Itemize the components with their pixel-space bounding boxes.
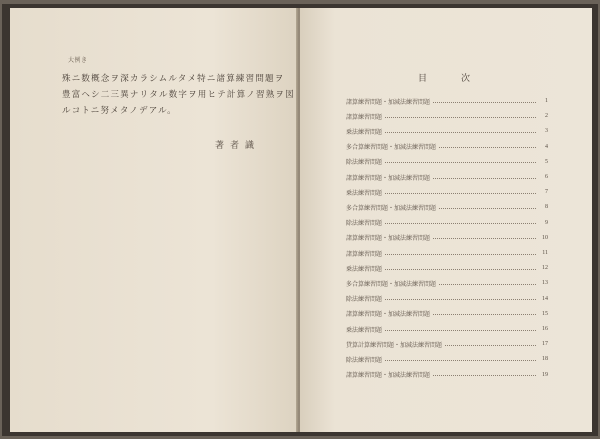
toc-entry-label: 諸算練習問題 — [346, 250, 383, 258]
toc-leader-dots — [445, 345, 536, 346]
toc-entry — [346, 187, 548, 197]
toc-entry-label: 諸算練習問題・加減法練習問題 — [346, 174, 431, 182]
toc-entry-page: 16 — [542, 326, 548, 332]
toc-entry-page: 18 — [542, 356, 548, 363]
right-page — [300, 8, 592, 432]
toc-leader-dots — [385, 269, 536, 270]
toc-entry-label: 諸算練習問題・加減法練習問題 — [346, 98, 431, 106]
toc-entry — [346, 324, 548, 334]
toc-entry-label: 除法練習問題 — [346, 220, 383, 228]
toc-leader-dots — [385, 132, 536, 133]
toc-entry-label: 除法練習問題 — [346, 356, 383, 364]
toc-entry-label: 諸算練習問題・加減法練習問題 — [346, 311, 431, 319]
toc-entry-page: 2 — [545, 113, 548, 120]
toc-entry-label: 除法練習問題 — [346, 159, 383, 167]
toc-leader-dots — [433, 178, 536, 179]
toc-entry-label: 除法練習問題 — [346, 296, 383, 304]
note-label: 大例き — [68, 57, 88, 64]
toc-entry-label: 諸算練習問題・加減法練習問題 — [346, 235, 431, 243]
toc-entry — [346, 248, 548, 258]
toc-entry-page: 10 — [542, 234, 548, 241]
toc-entry-label: 乗法練習問題 — [346, 128, 383, 136]
toc-entry-label: 諸算練習問題・加減法練習問題 — [346, 372, 431, 380]
toc-entry-page: 4 — [545, 143, 548, 150]
toc-entry — [346, 294, 548, 304]
toc-leader-dots — [439, 284, 536, 285]
toc-entry — [346, 157, 548, 167]
toc-entry — [346, 233, 548, 243]
toc-entry-label: 多合算練習問題・加減法練習問題 — [346, 144, 437, 152]
toc-leader-dots — [433, 238, 536, 239]
toc-entry-page: 15 — [542, 310, 548, 317]
toc-entry — [346, 218, 548, 228]
toc-entry — [346, 339, 548, 349]
toc-leader-dots — [433, 314, 536, 315]
toc-entry-page: 8 — [545, 204, 548, 211]
book-spread — [2, 4, 598, 436]
toc-entry-page: 11 — [542, 250, 548, 256]
toc-entry-page: 13 — [542, 280, 548, 287]
toc-entry — [346, 263, 548, 273]
toc-entry-page: 6 — [545, 174, 548, 180]
toc-leader-dots — [433, 102, 536, 103]
toc-leader-dots — [385, 223, 536, 224]
toc-entry-label: 乗法練習問題 — [346, 326, 383, 334]
toc-leader-dots — [385, 360, 536, 361]
toc-entry-page: 19 — [542, 371, 548, 378]
toc-leader-dots — [433, 375, 536, 376]
toc-title: 目次 — [418, 74, 505, 84]
toc-entry-label: 多合算練習問題・加減法練習問題 — [346, 280, 437, 288]
toc-entry-label: 諸算練習問題 — [346, 113, 383, 121]
author-signature: 著者識 — [215, 141, 261, 151]
toc-entry — [346, 354, 548, 364]
toc-entry — [346, 111, 548, 121]
toc-leader-dots — [439, 147, 536, 148]
toc-entry-page: 3 — [545, 128, 548, 135]
toc-leader-dots — [385, 193, 536, 194]
toc-entry-page: 5 — [545, 158, 548, 165]
toc-entry — [346, 278, 548, 288]
toc-entry-page: 7 — [545, 189, 548, 196]
toc-entry-page: 1 — [545, 98, 548, 104]
preface-line: 豊富ヘシ二三異ナリタル数字ヲ用ヒテ計算ノ習熟ヲ図 — [62, 90, 295, 100]
toc-entry — [346, 202, 548, 212]
toc-entry-page: 14 — [542, 295, 548, 302]
toc-leader-dots — [439, 208, 536, 209]
toc-entry-page: 9 — [545, 219, 548, 226]
toc-entry-label: 乗法練習問題 — [346, 189, 383, 197]
toc-leader-dots — [385, 299, 536, 300]
toc-leader-dots — [385, 117, 536, 118]
toc-leader-dots — [385, 162, 536, 163]
toc-entry — [346, 370, 548, 380]
toc-leader-dots — [385, 254, 536, 255]
preface-line: 殊ニ数概念ヲ深カラシムルタメ特ニ諸算練習問題ヲ — [62, 74, 285, 84]
toc-entry — [346, 126, 548, 136]
left-page — [10, 8, 298, 432]
toc-entry-label: 貸算計算練習問題・加減法練習問題 — [346, 341, 443, 349]
toc-entry-label: 多合算練習問題・加減法練習問題 — [346, 204, 437, 212]
toc-leader-dots — [385, 330, 536, 331]
toc-entry — [346, 172, 548, 182]
toc-entry — [346, 309, 548, 319]
preface-line: ルコトニ努メタノデアル。 — [62, 106, 177, 116]
toc-entry-page: 12 — [542, 265, 548, 272]
toc-entry — [346, 96, 548, 106]
toc-entry — [346, 142, 548, 152]
toc-entry-page: 17 — [542, 341, 548, 348]
toc-entry-label: 乗法練習問題 — [346, 265, 383, 273]
